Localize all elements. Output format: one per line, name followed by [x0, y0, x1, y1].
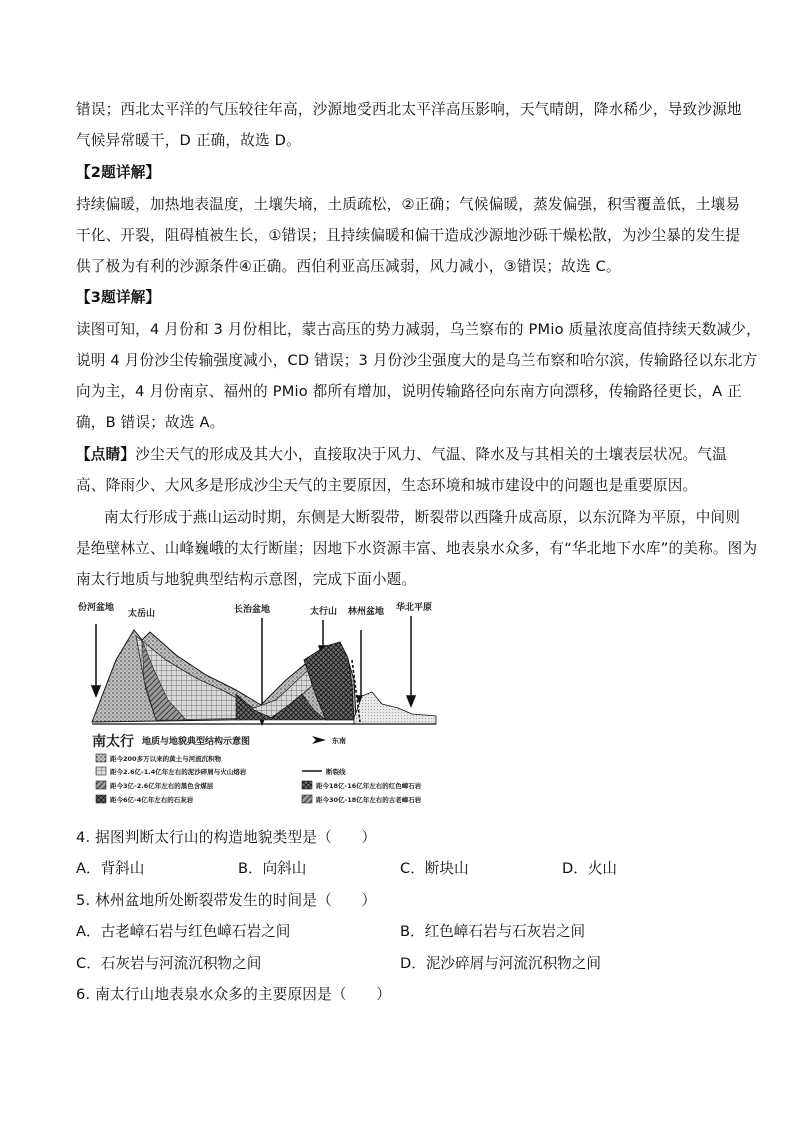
paragraph-line: 干化、开裂，阻碍植被生长，①错误；且持续偏暖和偏干造成沙源地沙砾干燥松散，为沙尘暴的发生提 — [76, 227, 741, 244]
figure-title-sub: 地质与地貌典型结构示意图 — [142, 737, 251, 747]
q5-option-c[interactable]: C．石灰岩与河流沉积物之间 — [76, 955, 262, 972]
paragraph-line: 确，B 错误；故选 A。 — [76, 414, 225, 431]
label-fenhe-basin: 份河盆地 — [78, 603, 115, 613]
paragraph-line: 向为主，4 月份南京、福州的 PMio 都所有增加，说明传输路径向东南方向漂移，传输路径更长，A 正 — [76, 383, 742, 400]
legend-swatch-sandstone — [96, 767, 106, 775]
legend-swatch-limestone — [96, 795, 106, 803]
legend-text: 距今30亿-18亿年左右的古老嶂石岩 — [316, 796, 422, 804]
label-linzhou-basin: 林州盆地 — [348, 607, 385, 617]
direction-label: 东南 — [332, 737, 346, 745]
question-6: 6. 南太行山地表泉水众多的主要原因是（ ） — [76, 986, 392, 1003]
paragraph-line: 持续偏暖，加热地表温度，土壤失墒，土质疏松，②正确；气候偏暖，蒸发偏强，积雪覆盖低，土壤易 — [76, 196, 741, 213]
legend-text: 距今18亿-16亿年左右的红色嶂石岩 — [316, 782, 422, 790]
legend-text: 断裂线 — [326, 768, 346, 776]
legend-text: 距今200多万以来的黄土与河流沉积物 — [110, 755, 222, 763]
strata-plain-sediment — [354, 692, 436, 724]
note-text: 沙尘天气的形成及其大小，直接取决于风力、气温、降水及与其相关的土壤表层状况。气温 — [135, 446, 727, 463]
label-north-china-plain: 华北平原 — [396, 603, 433, 613]
legend-text: 距今2.6亿-1.4亿年左右的泥沙碎屑与火山熔岩 — [110, 768, 247, 776]
figure-legend — [96, 754, 422, 804]
paragraph-line: 说明 4 月份沙尘传输强度减小，CD 错误；3 月份沙尘强度大的是乌兰布察和哈尔滨，传输路径以东北方 — [76, 352, 758, 369]
cross-section-svg — [76, 600, 448, 820]
paragraph-line: 高、降雨少、大风多是形成沙尘天气的主要原因，生态环境和城市建设中的问题也是重要原因。 — [76, 477, 698, 494]
paragraph-line: 是绝壁林立、山峰巍峨的太行断崖；因地下水资源丰富、地表泉水众多，有“华北地下水库”的美称。图为 — [76, 540, 758, 557]
legend-swatch-red-quartzite — [302, 781, 312, 789]
paragraph-line: 南太行地质与地貌典型结构示意图，完成下面小题。 — [76, 571, 417, 588]
q4-option-b[interactable]: B．向斜山 — [238, 860, 307, 877]
legend-swatch-loess — [96, 754, 106, 762]
direction-arrow-icon — [312, 736, 326, 744]
note-line — [76, 445, 727, 465]
q4-option-a[interactable]: A．背斜山 — [76, 860, 145, 877]
legend-text: 距今3亿-2.6亿年左右的黑色含煤层 — [110, 782, 214, 790]
figure-title-main: 南太行 — [92, 734, 134, 750]
question-5: 5. 林州盆地所处断裂带发生的时间是（ ） — [76, 892, 377, 909]
legend-text: 距今6亿-4亿年左右的石灰岩 — [110, 796, 194, 804]
q5-option-b[interactable]: B．红色嶂石岩与石灰岩之间 — [400, 923, 586, 940]
legend-swatch-ancient-quartzite — [302, 795, 312, 803]
paragraph-line: 读图可知，4 月份和 3 月份相比，蒙古高压的势力减弱，乌兰察布的 PMio 质量浓度高值持续天数减少， — [76, 321, 761, 338]
legend-swatch-coal — [96, 781, 106, 789]
q4-option-d[interactable]: D．火山 — [562, 860, 618, 877]
paragraph-line: 南太行形成于燕山运动时期，东侧是大断裂带，断裂带以西隆升成高原，以东沉降为平原，中间则 — [104, 509, 741, 526]
label-taiyue-mountain: 太岳山 — [128, 609, 156, 619]
label-taihang-mountain: 太行山 — [310, 607, 338, 617]
geology-cross-section-figure — [76, 600, 448, 820]
q5-option-a[interactable]: A．古老嶂石岩与红色嶂石岩之间 — [76, 923, 291, 940]
q5-option-d[interactable]: D．泥沙碎屑与河流沉积物之间 — [400, 955, 601, 972]
section-heading: 【2题详解】 — [76, 164, 161, 181]
q4-option-c[interactable]: C．断块山 — [400, 860, 469, 877]
note-heading: 【点睛】 — [76, 446, 136, 463]
question-4: 4. 据图判断太行山的构造地貌类型是（ ） — [76, 829, 377, 846]
label-changzhi-basin: 长治盆地 — [234, 605, 271, 615]
paragraph-line: 供了极为有利的沙源条件④正确。西伯利亚高压减弱，风力减小，③错误；故选 C。 — [76, 258, 621, 275]
paragraph-line: 错误；西北太平洋的气压较往年高，沙源地受西北太平洋高压影响，天气晴朗，降水稀少，导致沙源地 — [76, 101, 742, 118]
section-heading: 【3题详解】 — [76, 289, 161, 306]
paragraph-line: 气候异常暖干，D 正确，故选 D。 — [76, 132, 301, 149]
